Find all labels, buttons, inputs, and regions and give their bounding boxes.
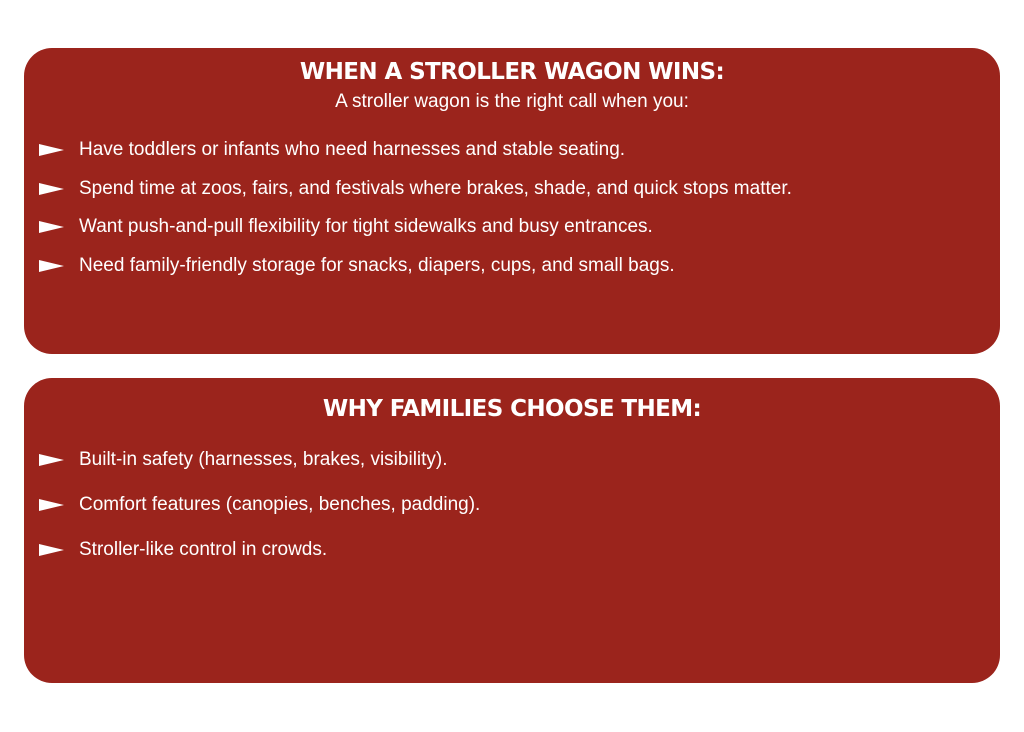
list-item-text: Want push-and-pull flexibility for tight sidewalks and busy entrances.: [79, 216, 653, 238]
list-item-text: Comfort features (canopies, benches, padding).: [79, 493, 481, 515]
arrow-bullet-icon: [39, 221, 64, 233]
list-item-text: Have toddlers or infants who need harnesses and stable seating.: [79, 139, 626, 161]
list-item-text: Need family-friendly storage for snacks, diapers, cups, and small bags.: [79, 254, 675, 276]
section-1-subtitle: A stroller wagon is the right call when you:: [335, 91, 689, 112]
list-item: [39, 527, 1000, 572]
list-item: [39, 437, 1000, 482]
section-1-bullet-list: [24, 131, 1000, 285]
arrow-bullet-icon: [39, 544, 64, 556]
arrow-bullet-icon: [39, 260, 64, 272]
list-item-text: Spend time at zoos, fairs, and festivals where brakes, shade, and quick stops matter.: [79, 177, 792, 199]
stroller-wagon-wins-card: [24, 48, 1000, 354]
arrow-bullet-icon: [39, 454, 64, 466]
list-item: [39, 170, 1000, 209]
section-2-title: WHY FAMILIES CHOOSE THEM:: [322, 396, 702, 422]
section-2-bullet-list: [24, 437, 1000, 572]
list-item-text: Built-in safety (harnesses, brakes, visibility).: [79, 448, 448, 470]
list-item-text: Stroller-like control in crowds.: [79, 538, 328, 560]
list-item: [39, 131, 1000, 170]
arrow-bullet-icon: [39, 183, 64, 195]
why-families-choose-card: [24, 378, 1000, 683]
list-item: [39, 247, 1000, 286]
list-item: [39, 208, 1000, 247]
arrow-bullet-icon: [39, 144, 64, 156]
arrow-bullet-icon: [39, 499, 64, 511]
section-1-title: WHEN A STROLLER WAGON WINS:: [299, 59, 725, 85]
list-item: [39, 482, 1000, 527]
